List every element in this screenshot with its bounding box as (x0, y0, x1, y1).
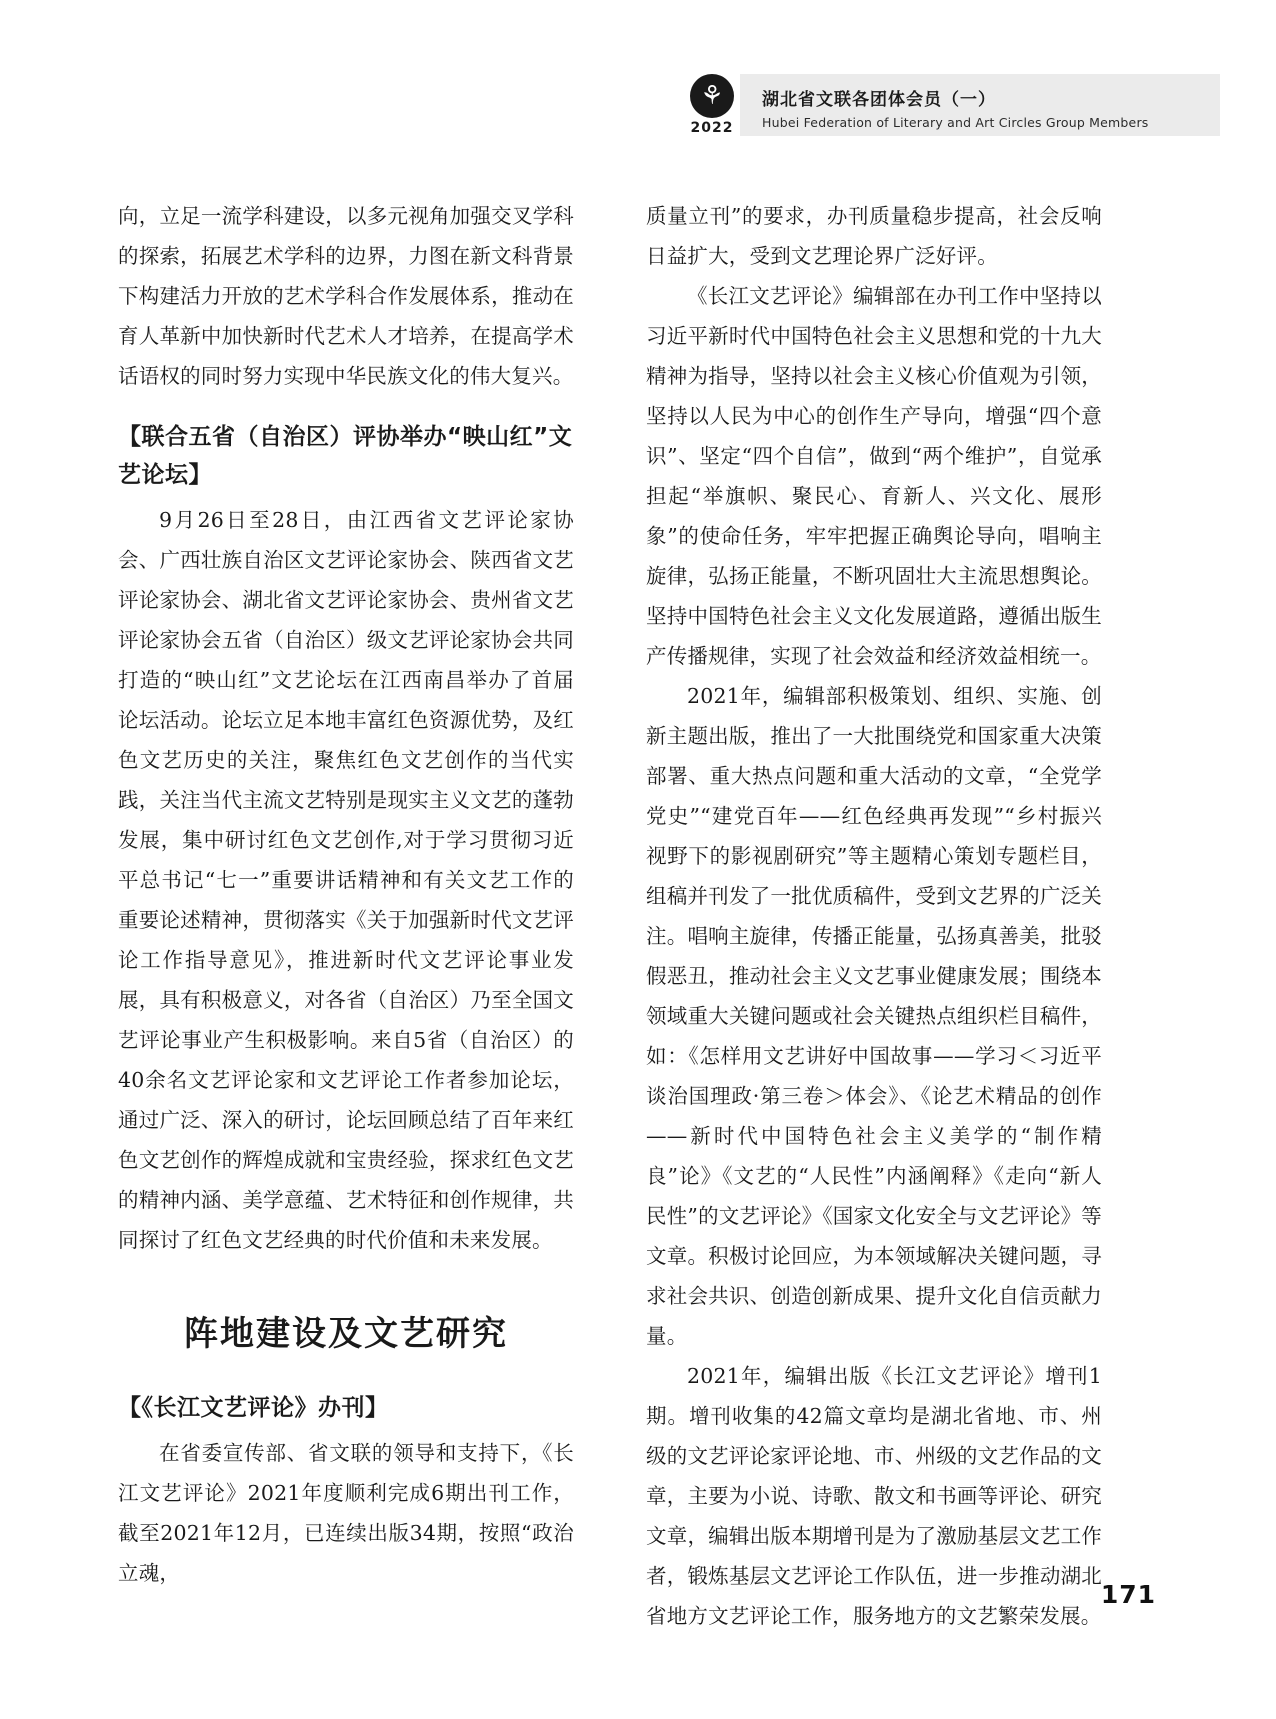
right-paragraph-1: 质量立刊”的要求，办刊质量稳步提高，社会反响日益扩大，受到文艺理论界广泛好评。 (646, 204, 1102, 268)
heading-yingshanhong-forum: 【联合五省（自治区）评协举办“映山红”文艺论坛】 (118, 424, 573, 488)
left-paragraph-1: 向，立足一流学科建设，以多元视角加强交叉学科的探索，拓展艺术学科的边界，力图在新文科背景下构建活力开放的艺术学科合作发展体系，推动在育人革新中加快新时代艺术人才培养，在提高学术话语权的同时努力实现中华民族文化的伟大复兴。 (118, 204, 574, 388)
header-logo (680, 74, 744, 136)
left-paragraph-2: 9月26日至28日，由江西省文艺评论家协会、广西壮族自治区文艺评论家协会、陕西省文艺评论家协会、湖北省文艺评论家协会、贵州省文艺评论家协会五省（自治区）级文艺评论家协会共同打造的“映山红”文艺论坛在江西南昌举办了首届论坛活动。论坛立足本地丰富红色资源优势，及红色文艺历史的关注，聚焦红色文艺创作的当代实践，关注当代主流文艺特别是现实主义文艺的蓬勃发展，集中研讨红色文艺创作,对于学习贯彻习近平总书记“七一”重要讲话精神和有关文艺工作的重要论述精神，贯彻落实《关于加强新时代文艺评论工作指导意见》，推进新时代文艺评论事业发展，具有积极意义，对各省（自治区）乃至全国文艺评论事业产生积极影响。来自5省（自治区）的40余名文艺评论家和文艺评论工作者参加论坛，通过广泛、深入的研讨，论坛回顾总结了百年来红色文艺创作的辉煌成就和宝贵经验，探求红色文艺的精神内涵、美学意蕴、艺术特征和创作规律，共同探讨了红色文艺经典的时代价值和未来发展。 (118, 508, 574, 1252)
left-column (118, 196, 574, 1636)
logo-year: 2022 (690, 120, 734, 136)
right-paragraph-2: 《长江文艺评论》编辑部在办刊工作中坚持以习近平新时代中国特色社会主义思想和党的十九大精神为指导，坚持以社会主义核心价值观为引领，坚持以人民为中心的创作生产导向，增强“四个意识”、坚定“四个自信”，做到“两个维护”，自觉承担起“举旗帜、聚民心、育新人、兴文化、展形象”的使命任务，牢牢把握正确舆论导向，唱响主旋律，弘扬正能量，不断巩固壮大主流思想舆论。坚持中国特色社会主义文化发展道路，遵循出版生产传播规律，实现了社会效益和经济效益相统一。 (646, 284, 1102, 668)
right-column (646, 196, 1102, 1636)
page-number: 171 (1100, 1580, 1156, 1609)
page-header (680, 74, 1200, 136)
header-texts (762, 81, 1149, 130)
left-paragraph-3: 在省委宣传部、省文联的领导和支持下，《长江文艺评论》2021年度顺利完成6期出刊工作，截至2021年12月，已连续出版34期，按照“政治立魂， (118, 1441, 574, 1585)
circular-emblem-icon: ⚘ (690, 74, 734, 118)
right-paragraph-4: 2021年，编辑出版《长江文艺评论》增刊1期。增刊收集的42篇文章均是湖北省地、市、州级的文艺评论家评论地、市、州级的文艺作品的文章，主要为小说、诗歌、散文和书画等评论、研究文章，编辑出版本期增刊是为了激励基层文艺工作者，锻炼基层文艺评论工作队伍，进一步推动湖北省地方文艺评论工作，服务地方的文艺繁荣发展。 (646, 1364, 1102, 1628)
right-paragraph-3: 2021年，编辑部积极策划、组织、实施、创新主题出版，推出了一大批围绕党和国家重大决策部署、重大热点问题和重大活动的文章，“全党学党史”“建党百年——红色经典再发现”“乡村振兴视野下的影视剧研究”等主题精心策划专题栏目，组稿并刊发了一批优质稿件，受到文艺界的广泛关注。唱响主旋律，传播正能量，弘扬真善美，批驳假恶丑，推动社会主义文艺事业健康发展；围绕本领域重大关键问题或社会关键热点组织栏目稿件，如：《怎样用文艺讲好中国故事——学习＜习近平谈治国理政·第三卷＞体会》、《论艺术精品的创作——新时代中国特色社会主义美学的“制作精良”论》《文艺的“人民性”内涵阐释》《走向“新人民性”的文艺评论》《国家文化安全与文艺评论》等文章。积极讨论回应，为本领域解决关键问题，寻求社会共识、创造创新成果、提升文化自信贡献力量。 (646, 684, 1102, 1348)
header-title-cn: 湖北省文联各团体会员（一） (762, 89, 996, 110)
section-title-position-building: 阵地建设及文艺研究 (184, 1314, 508, 1354)
page-content (118, 196, 1158, 1636)
header-title-en: Hubei Federation of Literary and Art Circles Group Members (762, 114, 1149, 130)
heading-changjiang-review: 【《长江文艺评论》办刊】 (118, 1395, 389, 1421)
